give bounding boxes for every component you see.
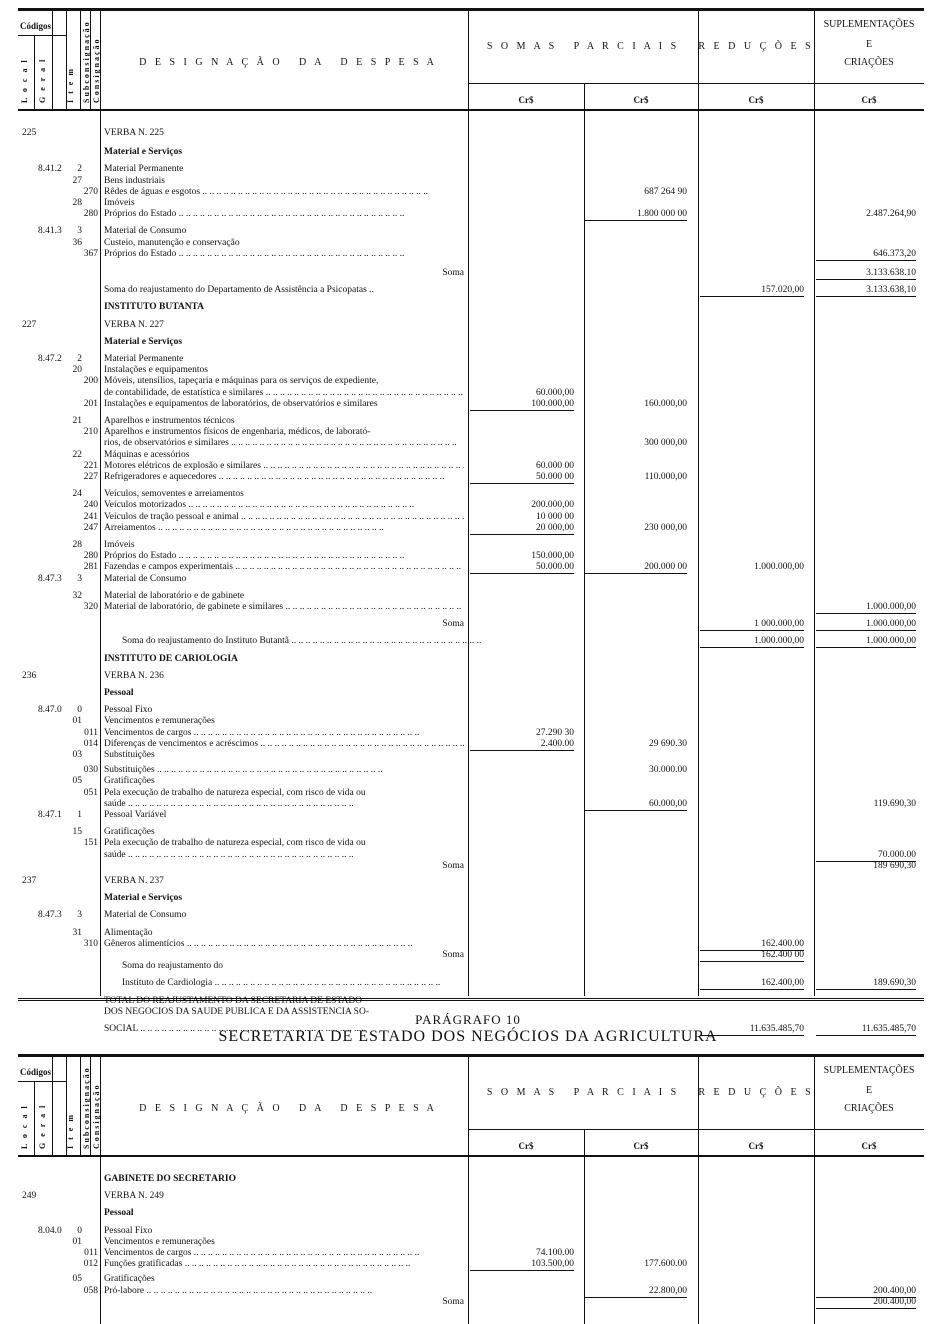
currency-label: Cr$ — [518, 95, 534, 105]
table-row — [0, 799, 936, 810]
consignacao-label: Consignação — [92, 1083, 101, 1149]
table-row — [0, 688, 936, 699]
geral-code: 8.41.3 — [38, 226, 62, 237]
reducoes-label: R E D U Ç Õ E S — [698, 1087, 814, 1098]
expense-description: DOS NEGÓCIOS DA SAÚDE PÚBLICA E DA ASSISTÊNCIA SO- — [104, 1006, 369, 1017]
expense-description: Material de laboratório e de gabinete — [104, 590, 245, 601]
table-row — [0, 1191, 936, 1202]
table-row — [0, 461, 936, 472]
reducao-value: 1.000.000,00 — [754, 562, 804, 573]
local-code: 249 — [22, 1191, 37, 1202]
item-code: 32 — [72, 590, 82, 601]
partial-sum-1: 60.000 00 — [536, 460, 574, 471]
reducao-value: 157.020,00 — [700, 285, 804, 297]
expense-description: Imóveis — [104, 198, 135, 208]
table-row — [0, 388, 936, 399]
expense-description: Próprios do Estado .. .. — [104, 209, 464, 220]
suplementacao-value: 200.400,00 — [816, 1297, 916, 1309]
item-code: 28 — [72, 540, 82, 550]
expense-description: Instituto de Cardiologia .. .. — [122, 978, 482, 989]
table-row — [0, 226, 936, 237]
reducao-value: 162.400,00 — [700, 978, 804, 990]
expense-description: Pessoal Fixo — [104, 705, 153, 716]
expense-description: Custeio, manutenção e conservação — [104, 237, 240, 248]
subconsignacao-code: 280 — [83, 209, 98, 220]
subconsignacao-code: 241 — [83, 511, 98, 522]
expense-description: Imóveis — [104, 540, 135, 550]
expense-description: Instalações e equipamentos de laboratórios, de observatórios e similares — [104, 398, 378, 409]
table-row — [0, 198, 936, 209]
codigos-label: Códigos — [20, 1067, 52, 1077]
reducoes-label: R E D U Ç Õ E S — [698, 41, 814, 52]
table-row — [0, 238, 936, 249]
table-row — [0, 523, 936, 534]
expense-description: de contabilidade, de estatística e similares .. .. — [104, 388, 464, 399]
soma-label: Soma — [442, 860, 464, 871]
item-code: 22 — [72, 449, 82, 460]
expense-description: saúde .. .. — [104, 799, 464, 810]
table-row — [0, 705, 936, 716]
geral-code: 8.04.0 — [38, 1225, 62, 1236]
expense-description: Vencimentos e remunerações — [104, 716, 215, 727]
table-row — [0, 285, 936, 296]
table-row — [0, 562, 936, 573]
expense-description: INSTITUTO DE CARIOLOGIA — [104, 653, 238, 664]
expense-description: GABINETE DO SECRETÁRIO — [104, 1174, 236, 1184]
suplementacao-value: 70.000.00 — [816, 850, 916, 862]
table-row — [0, 438, 936, 449]
local-code: 225 — [22, 128, 37, 138]
expense-description: VERBA N. 249 — [104, 1191, 164, 1202]
partial-sum-1: 100.000,00 — [470, 399, 574, 411]
table-row — [0, 728, 936, 739]
somas-parciais-label: S O M A S P A R C I A I S — [486, 41, 680, 52]
expense-description: Gêneros alimentícios .. .. — [104, 939, 464, 950]
item-label: I t e m — [66, 67, 75, 103]
item-label: I t e m — [66, 1113, 75, 1149]
secretaria-title: SECRETARIA DE ESTADO DOS NEGÓCIOS DA AGRICULTURA — [218, 1028, 718, 1045]
table-row — [0, 399, 936, 410]
expense-description: Vencimentos de cargos .. .. — [104, 1248, 464, 1259]
partial-sum-1: 20 000,00 — [470, 523, 574, 535]
expense-description: Material Permanente — [104, 164, 184, 175]
criacoes-label: CRIAÇÕES — [844, 57, 894, 68]
suplementacao-value: 189.690,30 — [816, 978, 916, 990]
table-row — [0, 961, 936, 972]
table-row — [0, 249, 936, 260]
expense-description: Pessoal — [104, 1208, 134, 1219]
expense-description: Pessoal Variável — [104, 810, 167, 820]
e-label: E — [865, 39, 873, 50]
codigos-label: Códigos — [20, 21, 52, 31]
expense-description: VERBA N. 225 — [104, 128, 164, 138]
table-row — [0, 939, 936, 950]
expense-description: Material e Serviços — [104, 147, 183, 158]
table-row — [0, 540, 936, 551]
subconsignacao-code: 151 — [83, 838, 98, 849]
table-row — [0, 876, 936, 887]
expense-description: Soma do reajustamento do Departamento de Assistência a Psicopatas .. — [104, 285, 374, 296]
currency-label: Cr$ — [861, 1141, 877, 1151]
table-row — [0, 739, 936, 750]
table-row — [0, 1286, 936, 1297]
table-row — [0, 788, 936, 799]
table-row — [0, 810, 936, 821]
expense-description: TOTAL DO REAJUSTAMENTO DA SECRETARIA DE ESTADO — [104, 995, 363, 1006]
item-code: 31 — [72, 927, 82, 938]
table-row — [0, 850, 936, 861]
table-row — [0, 302, 936, 313]
reducao-value: 1.000.000,00 — [700, 636, 804, 648]
subconsignacao-code: 200 — [83, 376, 98, 387]
reducao-value: 11.635.485,70 — [700, 1024, 804, 1036]
table-row — [0, 512, 936, 523]
item-code: 3 — [77, 910, 82, 921]
expense-description: VERBA N. 227 — [104, 319, 164, 330]
soma-label: Soma — [442, 1296, 464, 1307]
expense-description: Bens industriais — [104, 175, 165, 186]
item-code: 0 — [77, 705, 82, 716]
expense-description: INSTITUTO BUTANTA — [104, 302, 205, 313]
geral-code: 8.47.1 — [38, 810, 62, 820]
subconsignacao-code: 247 — [83, 522, 98, 533]
geral-label: G e r a l — [38, 1103, 47, 1149]
suplementacoes-label: SUPLEMENTAÇÕES — [823, 19, 915, 30]
geral-code: 8.47.2 — [38, 354, 62, 364]
item-code: 2 — [77, 164, 82, 175]
item-code: 36 — [72, 237, 82, 248]
table-row — [0, 765, 936, 776]
expense-description: Rêdes de águas e esgotos .. .. — [104, 187, 464, 198]
local-label: L o c a l — [20, 58, 29, 103]
expense-description: Gratificações — [104, 776, 155, 787]
subconsignacao-code: 058 — [83, 1285, 98, 1296]
expense-description: Vencimentos de cargos .. .. — [104, 728, 464, 739]
partial-sum-2: 22.800,00 — [585, 1286, 687, 1298]
subconsignacao-code: 367 — [83, 248, 98, 259]
item-code: 3 — [77, 573, 82, 584]
subconsignacao-code: 201 — [83, 398, 98, 409]
expense-description: Próprios do Estado .. .. — [104, 249, 464, 260]
expense-description: Próprios do Estado .. .. — [104, 551, 464, 562]
partial-sum-2: 200.000 00 — [585, 562, 687, 574]
reducao-value: 1 000.000,00 — [700, 619, 804, 631]
subconsignacao-code: 270 — [83, 186, 98, 197]
partial-sum-1: 27.290 30 — [536, 727, 574, 738]
table-row — [0, 365, 936, 376]
partial-sum-2: 160.000,00 — [644, 398, 687, 409]
suplementacao-value: 200.400,00 — [816, 1286, 916, 1298]
item-code: 0 — [77, 1225, 82, 1236]
table-row — [0, 928, 936, 939]
expense-description: saúde .. .. — [104, 850, 464, 861]
expense-description: Substituições .. .. — [104, 765, 464, 776]
partial-sum-1: 60.000,00 — [536, 387, 574, 398]
table-row — [0, 1274, 936, 1285]
table-header — [18, 8, 924, 111]
table-row — [0, 1237, 936, 1248]
partial-sum-1: 150.000,00 — [531, 551, 574, 562]
table-row — [0, 376, 936, 387]
subconsignacao-label: Subconsignação — [82, 1066, 91, 1149]
expense-description: Instalações e equipamentos — [104, 365, 208, 376]
table-row — [0, 268, 936, 279]
table-row — [0, 164, 936, 175]
item-code: 1 — [77, 810, 82, 820]
subconsignacao-code: 014 — [83, 738, 98, 749]
table-row — [0, 416, 936, 427]
table-row — [0, 427, 936, 438]
expense-description: Gratificações — [104, 1274, 155, 1285]
expense-description: Alimentação — [104, 927, 153, 938]
partial-sum-1: 2.400.00 — [470, 739, 574, 751]
currency-label: Cr$ — [861, 95, 877, 105]
table-row — [0, 602, 936, 613]
partial-sum-1: 74.100.00 — [536, 1248, 574, 1258]
table-row — [0, 1174, 936, 1185]
table-row — [0, 636, 936, 647]
subconsignacao-code: 011 — [84, 727, 98, 738]
table-row — [0, 671, 936, 682]
table-row — [0, 1259, 936, 1270]
expense-description: Veículos motorizados .. .. — [104, 500, 464, 511]
currency-label: Cr$ — [748, 95, 764, 105]
expense-description: Móveis, utensílios, tapeçaria e máquinas para os serviços de expediente, — [104, 376, 379, 387]
local-code: 236 — [22, 670, 37, 681]
criacoes-label: CRIAÇÕES — [844, 1103, 894, 1114]
table-row — [0, 1297, 936, 1308]
expense-description: Material de Consumo — [104, 226, 187, 237]
geral-code: 8.47.0 — [38, 705, 62, 716]
currency-label: Cr$ — [518, 1141, 534, 1151]
local-code: 237 — [22, 876, 37, 886]
expense-description: Material e Serviços — [104, 893, 183, 904]
designacao-label: D E S I G N A Ç Ã O D A D E S P E S A — [139, 1103, 437, 1114]
subconsignacao-label: Subconsignação — [82, 20, 91, 103]
expense-description: Pela execução de trabalho de natureza especial, com risco de vida ou — [104, 838, 366, 849]
partial-sum-2: 177.600.00 — [644, 1259, 687, 1270]
table-row — [0, 147, 936, 158]
suplementacao-value: 2.487.264,90 — [866, 209, 916, 220]
currency-label: Cr$ — [633, 1141, 649, 1151]
table-row — [0, 551, 936, 562]
partial-sum-2: 1.800 000 00 — [585, 209, 687, 221]
designacao-label: D E S I G N A Ç Ã O D A D E S P E S A — [139, 57, 437, 68]
item-code: 3 — [77, 226, 82, 237]
geral-label: G e r a l — [38, 57, 47, 103]
table-row — [0, 893, 936, 904]
partial-sum-1: 50.000.00 — [470, 562, 574, 574]
expense-description: Máquinas e acessórios — [104, 449, 190, 460]
suplementacao-value: 1.000.000,00 — [816, 636, 916, 648]
table-row — [0, 619, 936, 630]
partial-sum-1: 10 000 00 — [536, 511, 574, 522]
reducao-value: 162.400.00 — [700, 939, 804, 951]
item-code: 15 — [72, 827, 82, 838]
table-row — [0, 861, 936, 872]
expense-description: VERBA N. 237 — [104, 876, 164, 886]
reducao-value: 162.400 00 — [700, 950, 804, 962]
item-code: 01 — [72, 1236, 82, 1247]
soma-label: Soma — [442, 268, 464, 278]
expense-description: Aparelhos e instrumentos físicos de engenharia, médicos, de laborató- — [104, 427, 371, 438]
item-code: 2 — [77, 354, 82, 364]
item-code: 27 — [72, 175, 82, 186]
item-code: 05 — [72, 776, 82, 787]
expense-description: Pela execução de trabalho de natureza especial, com risco de vida ou — [104, 787, 366, 798]
table-row — [0, 320, 936, 331]
table-header — [18, 1054, 924, 1157]
partial-sum-1: 200.000,00 — [531, 500, 574, 511]
expense-description: Vencimentos e remunerações — [104, 1236, 215, 1247]
item-code: 20 — [72, 365, 82, 376]
suplementacao-value: 1.000.000,00 — [816, 619, 916, 631]
consignacao-label: Consignação — [92, 37, 101, 103]
table-row — [0, 1208, 936, 1219]
suplementacao-value: 3.133.638.10 — [816, 268, 916, 280]
expense-description: Veículos, semoventes e arreiamentos — [104, 489, 244, 500]
table-row — [0, 654, 936, 665]
local-label: L o c a l — [20, 1104, 29, 1149]
expense-description: Pró-labore .. .. — [104, 1286, 464, 1297]
expense-description: Material de Consumo — [104, 910, 187, 921]
expense-description: Substituições — [104, 750, 155, 760]
table-row — [0, 1226, 936, 1237]
table-row — [0, 1248, 936, 1259]
partial-sum-1: 103.500,00 — [470, 1259, 574, 1271]
partial-sum-2: 687 264 90 — [644, 186, 687, 197]
expense-description: Diferenças de vencimentos e acréscimos .. .. — [104, 739, 464, 750]
partial-sum-1: 50.000 00 — [470, 472, 574, 484]
expense-description: Aparelhos e instrumentos técnicos — [104, 416, 235, 426]
table-row — [0, 128, 936, 139]
table-row — [0, 489, 936, 500]
expense-description: Material Permanente — [104, 354, 184, 364]
table-row — [0, 472, 936, 483]
item-code: 05 — [72, 1274, 82, 1285]
e-label: E — [865, 1085, 873, 1096]
subconsignacao-code: 227 — [83, 472, 98, 482]
table-row — [0, 187, 936, 198]
expense-description: SOCIAL .. .. — [104, 1024, 464, 1035]
geral-code: 8.47.3 — [38, 573, 62, 584]
geral-code: 8.47.3 — [38, 910, 62, 921]
subconsignacao-code: 012 — [83, 1259, 98, 1270]
expense-description: Refrigeradores e aquecedores .. .. — [104, 472, 464, 483]
table-row — [0, 716, 936, 727]
table-row — [0, 354, 936, 365]
table-row — [0, 950, 936, 961]
table-row — [0, 450, 936, 461]
subconsignacao-code: 281 — [83, 562, 98, 573]
partial-sum-2: 29 690.30 — [649, 738, 687, 749]
local-code: 227 — [22, 319, 37, 330]
subconsignacao-code: 320 — [83, 602, 98, 612]
partial-sum-2: 110.000,00 — [644, 472, 687, 482]
subconsignacao-code: 221 — [83, 460, 98, 471]
partial-sum-2: 300 000,00 — [644, 438, 687, 449]
expense-description: Motores elétricos de explosão e similares .. .. — [104, 461, 464, 472]
currency-label: Cr$ — [748, 1141, 764, 1151]
suplementacao-value: 3.133.638,10 — [816, 285, 916, 297]
expense-description: rios, de observatórios e similares .. .. — [104, 438, 464, 449]
item-code: 03 — [72, 750, 82, 760]
expense-description: Pessoal — [104, 688, 134, 698]
suplementacao-value: 646.373,20 — [816, 249, 916, 261]
suplementacao-value: 189 690,30 — [873, 860, 916, 871]
expense-description: VERBA N. 236 — [104, 670, 164, 681]
expense-description: Fazendas e campos experimentais .. .. — [104, 562, 464, 573]
subconsignacao-code: 310 — [83, 938, 98, 949]
currency-label: Cr$ — [633, 95, 649, 105]
table-row — [0, 337, 936, 348]
subconsignacao-code: 210 — [83, 427, 98, 438]
table-row — [0, 209, 936, 220]
table-row — [0, 574, 936, 585]
suplementacao-value: 11.635.485,70 — [816, 1024, 916, 1036]
expense-description: Material e Serviços — [104, 336, 183, 347]
expense-description: Material de Consumo — [104, 573, 187, 584]
table-row — [0, 827, 936, 838]
table-row — [0, 750, 936, 761]
somas-parciais-label: S O M A S P A R C I A I S — [486, 1087, 680, 1098]
suplementacoes-label: SUPLEMENTAÇÕES — [823, 1065, 915, 1076]
subconsignacao-code: 030 — [83, 765, 98, 776]
expense-description: Material de laboratório, de gabinete e similares .. .. — [104, 602, 464, 613]
table-row — [0, 500, 936, 511]
expense-description: Soma do reajustamento do — [122, 961, 224, 972]
partial-sum-2: 60.000,00 — [585, 799, 687, 811]
soma-label: Soma — [442, 950, 464, 960]
suplementacao-value: 119.690,30 — [873, 798, 916, 809]
item-code: 01 — [72, 716, 82, 727]
subconsignacao-code: 051 — [83, 787, 98, 798]
table-row — [0, 591, 936, 602]
expense-description: Pessoal Fixo — [104, 1225, 153, 1236]
subconsignacao-code: 280 — [83, 551, 98, 562]
expense-description: Arreiamentos .. .. — [104, 523, 464, 534]
item-code: 24 — [72, 489, 82, 500]
paragrafo-title: PARÁGRAFO 10 — [415, 1012, 521, 1027]
table-row — [0, 176, 936, 187]
table-row — [0, 838, 936, 849]
item-code: 21 — [72, 416, 82, 426]
table-row — [0, 776, 936, 787]
subconsignacao-code: 011 — [84, 1248, 98, 1258]
soma-label: Soma — [442, 619, 464, 630]
expense-description: Veículos de tração pessoal e animal .. .. — [104, 512, 464, 523]
subconsignacao-code: 240 — [83, 500, 98, 511]
table-row — [0, 978, 936, 989]
geral-code: 8.41.2 — [38, 164, 62, 175]
table-row — [0, 910, 936, 921]
section-separator — [18, 998, 924, 1001]
item-code: 28 — [72, 198, 82, 208]
expense-description: Soma do reajustamento do Instituto Butantã .. .. — [122, 636, 482, 647]
expense-description: Funções gratificadas .. .. — [104, 1259, 464, 1270]
expense-description: Gratificações — [104, 827, 155, 838]
partial-sum-2: 230 000,00 — [644, 522, 687, 533]
partial-sum-2: 30.000.00 — [649, 765, 687, 776]
suplementacao-value: 1.000.000,00 — [816, 602, 916, 614]
